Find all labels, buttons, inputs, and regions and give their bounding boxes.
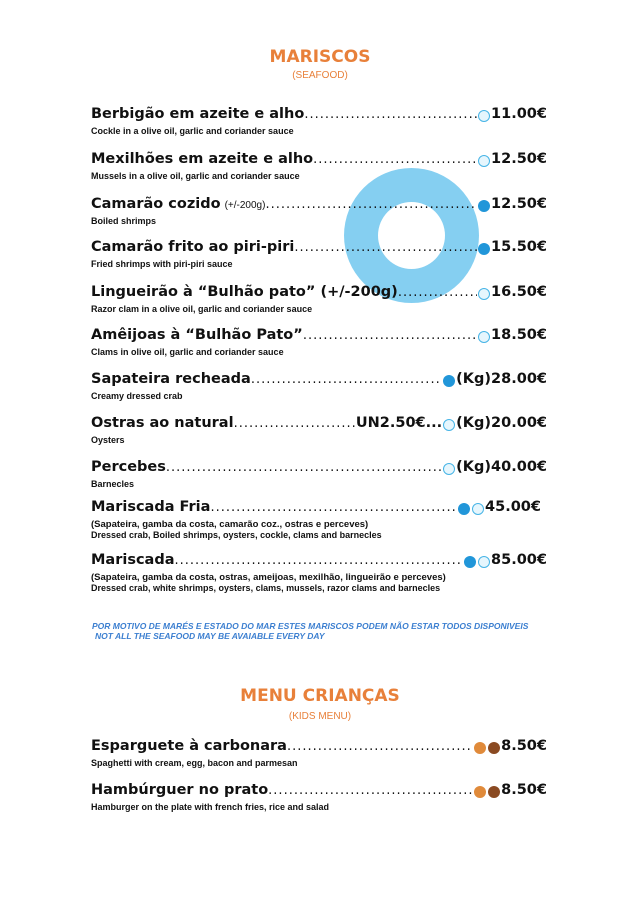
shellfish-icon [443,463,455,475]
availability-notice-en: NOT ALL THE SEAFOOD MAY BE AVAIABLE EVERY DAY [95,631,325,641]
menu-item-percebes [91,459,547,489]
item-description: Dressed crab, white shrimps, oysters, clams, mussels, razor clams and barnecles [91,583,441,593]
item-price: 45.00€ [485,499,541,515]
item-description: Oysters [91,435,125,445]
crab-icon [443,375,455,387]
menu-item-esparguete [91,738,547,768]
item-name: Sapateira recheada [91,371,251,387]
menu-item-ameijoas [91,327,547,357]
menu-item-ostras [91,415,547,445]
shellfish-icon [478,556,490,568]
seafood-subtitle: (SEAFOOD) [292,70,348,81]
menu-item-sapateira [91,371,547,401]
shellfish-icon [478,110,490,122]
item-contents: (Sapateira, gamba da costa, camarão coz., ostras e perceves) [91,519,369,530]
item-price: 16.50€ [491,284,547,300]
seafood-title: MARISCOS [269,47,371,67]
item-description: Razor clam in a olive oil, garlic and coriander sauce [91,304,313,314]
menu-item-lingueirao [91,284,547,314]
item-name: Ostras ao natural [91,415,234,431]
item-price: 12.50€ [491,151,547,167]
item-name: Mariscada [91,552,175,568]
item-price: (Kg)20.00€ [456,415,547,431]
item-price: 11.00€ [491,106,547,122]
item-price: 8.50€ [501,782,547,798]
item-price: (Kg)28.00€ [456,371,547,387]
item-name: Camarão frito ao piri-piri [91,239,295,255]
item-name: Hambúrguer no prato [91,782,269,798]
egg-icon [488,786,500,798]
menu-item-mariscada [91,552,547,593]
crab-icon [478,200,490,212]
menu-item-camarao-cozido [91,196,547,226]
cutlery-icon [474,742,486,754]
item-contents: (Sapateira, gamba da costa, ostras, ameijoas, mexilhão, lingueirão e perceves) [91,572,446,583]
menu-item-mariscada-fria [91,499,541,540]
item-name: Berbigão em azeite e alho [91,106,305,122]
egg-icon [488,742,500,754]
item-description: Spaghetti with cream, egg, bacon and parmesan [91,758,298,768]
shellfish-icon [443,419,455,431]
item-name: Mexilhões em azeite e alho [91,151,314,167]
crab-icon [458,503,470,515]
item-weight-note: (+/-200g) [224,200,266,211]
item-price: 18.50€ [491,327,547,343]
crab-icon [464,556,476,568]
item-description: Dressed crab, Boiled shrimps, oysters, cockle, clams and barnecles [91,530,382,540]
item-description: Cockle in a olive oil, garlic and coriander sauce [91,126,294,136]
item-price: 15.50€ [491,239,547,255]
item-name: Camarão cozido [91,196,221,212]
item-name: Percebes [91,459,166,475]
availability-notice-pt: POR MOTIVO DE MARÉS E ESTADO DO MAR ESTES MARISCOS PODEM NÃO ESTAR TODOS DISPONIVEIS [92,621,529,631]
item-description: Fried shrimps with piri-piri sauce [91,259,233,269]
item-description: Clams in olive oil, garlic and coriander sauce [91,347,284,357]
item-description: Hamburger on the plate with french fries, rice and salad [91,802,330,812]
item-name: Amêijoas à “Bulhão Pato” [91,327,303,343]
item-name: Mariscada Fria [91,499,211,515]
shellfish-icon [478,155,490,167]
kids-menu-title: MENU CRIANÇAS [240,686,400,706]
menu-item-berbigao [91,106,547,136]
menu-item-mexilhoes [91,151,547,181]
restaurant-logo-watermark [344,168,479,303]
item-description: Mussels in a olive oil, garlic and coriander sauce [91,171,300,181]
shellfish-icon [472,503,484,515]
item-name: Esparguete à carbonara [91,738,287,754]
item-price: (Kg)40.00€ [456,459,547,475]
menu-item-hamburguer [91,782,547,812]
shellfish-icon [478,288,490,300]
item-price: 85.00€ [491,552,547,568]
item-name: Lingueirão à “Bulhão pato” (+/-200g) [91,284,398,300]
crab-icon [478,243,490,255]
item-description: Creamy dressed crab [91,391,183,401]
shellfish-icon [478,331,490,343]
item-description: Boiled shrimps [91,216,157,226]
item-unit-price: UN2.50€... [355,415,443,431]
item-price: 8.50€ [501,738,547,754]
menu-item-camarao-frito [91,239,547,269]
item-description: Barnecles [91,479,135,489]
cutlery-icon [474,786,486,798]
item-price: 12.50€ [491,196,547,212]
kids-menu-subtitle: (KIDS MENU) [288,711,352,722]
